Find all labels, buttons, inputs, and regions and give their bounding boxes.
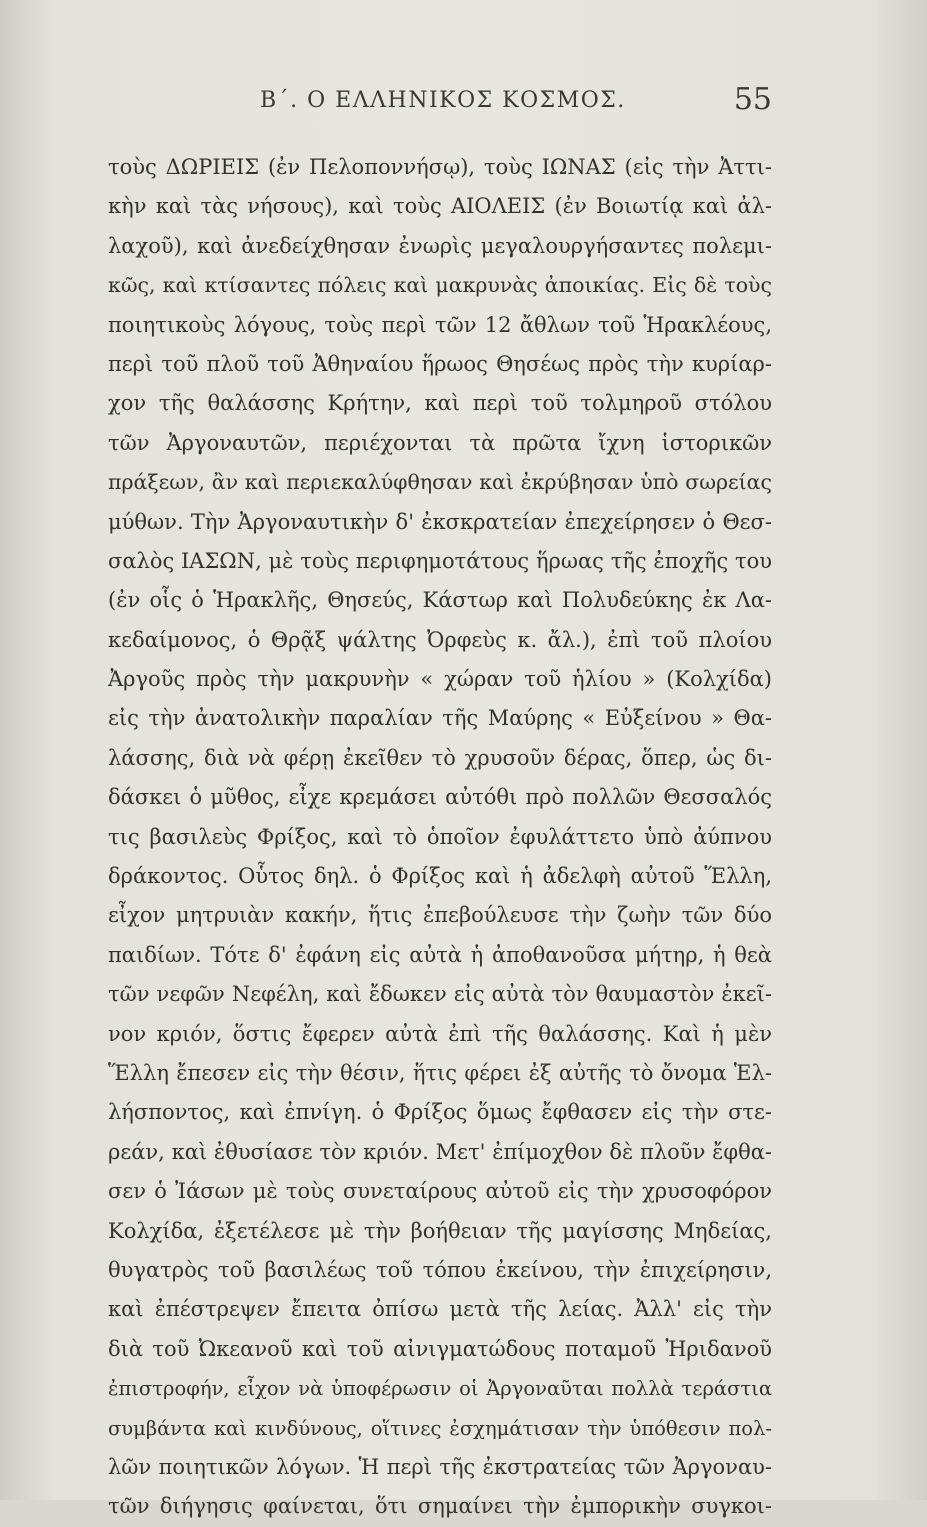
text-line: νον κριόν, ὅστις ἔφερεν αὐτὰ ἐπὶ τῆς θαλάσσης. Καὶ ἡ μὲν [108,1021,772,1046]
text-line: σαλὸς ΙΑΣΩΝ, μὲ τοὺς περιφημοτάτους ἥρωας τῆς ἐποχῆς του [108,548,772,573]
text-line: Ἕλλη ἔπεσεν εἰς τὴν θέσιν, ἥτις φέρει ἐξ αὐτῆς τὸ ὄνομα Ἑλ- [108,1060,772,1085]
text-line: ἐπιστροφήν, εἶχον νὰ ὑποφέρωσιν οἱ Ἀργοναῦται πολλὰ τεράστια [108,1377,772,1401]
text-line: κῶς, καὶ κτίσαντες πόλεις καὶ μακρυνὰς ἀποικίας. Εἰς δὲ τοὺς [108,273,772,298]
text-line: εἶχον μητρυιὰν κακήν, ἥτις ἐπεβούλευσε τὴν ζωὴν τῶν δύο [108,903,772,928]
text-line: λάσσης, διὰ νὰ φέρῃ ἐκεῖθεν τὸ χρυσοῦν δέρας, ὅπερ, ὡς δι- [108,745,772,770]
text-line: τοὺς ΔΩΡΙΕΙΣ (ἐν Πελοποννήσῳ), τοὺς ΙΩΝΑΣ (εἰς τὴν Ἀττι- [108,155,772,179]
text-line: τις βασιλεὺς Φρίξος, καὶ τὸ ὁποῖον ἐφυλάττετο ὑπὸ ἀύπνου [108,824,772,849]
text-line: διὰ τοῦ Ὠκεανοῦ καὶ τοῦ αἰνιγματώδους ποταμοῦ Ἠριδανοῦ [108,1336,772,1361]
text-line: λαχοῦ), καὶ ἀνεδείχθησαν ἐνωρὶς μεγαλουργήσαντες πολεμι- [108,233,772,258]
text-line: κεδαίμονος, ὁ Θρᾷξ ψάλτης Ὀρφεὺς κ. ἄλ.), ἐπὶ τοῦ πλοίου [108,627,772,652]
text-line: δάσκει ὁ μῦθος, εἶχε κρεμάσει αὐτόθι πρὸ πολλῶν Θεσσαλός [108,785,772,810]
text-line: ρεάν, καὶ ἐθυσίασε τὸν κριόν. Μετ' ἐπίμοχθον δὲ πλοῦν ἔφθα- [108,1139,772,1164]
text-line: σεν ὁ Ἰάσων μὲ τοὺς συνεταίρους αὐτοῦ εἰς τὴν χρυσοφόρον [108,1179,772,1204]
text-line: τῶν διήγησις φαίνεται, ὅτι σημαίνει τὴν ἐμπορικὴν συγκοι- [108,1494,772,1519]
text-line: θυγατρὸς τοῦ βασιλέως τοῦ τόπου ἐκείνου, τὴν ἐπιχείρησιν, [108,1257,772,1282]
running-head: Β΄. Ο ΕΛΛΗΝΙΚΟΣ ΚΟΣΜΟΣ. [260,88,626,113]
body-text [108,148,772,1527]
text-line: (ἐν οἷς ὁ Ἡρακλῆς, Θησεύς, Κάστωρ καὶ Πολυδεύκης ἐκ Λα- [108,588,772,613]
text-line: τῶν νεφῶν Νεφέλη, καὶ ἔδωκεν εἰς αὐτὰ τὸν θαυμαστὸν ἐκεῖ- [108,982,772,1007]
text-line: χον τῆς θαλάσσης Κρήτην, καὶ περὶ τοῦ τολμηροῦ στόλου [108,391,772,416]
text-line: μύθων. Τὴν Ἀργοναυτικὴν δ' ἐκσκρατείαν ἐπεχείρησεν ὁ Θεσ- [108,509,772,534]
text-line: δράκοντος. Οὗτος δηλ. ὁ Φρίξος καὶ ἡ ἀδελφὴ αὐτοῦ Ἕλλη, [108,864,772,889]
text-line: παιδίων. Τότε δ' ἐφάνη εἰς αὐτὰ ἡ ἀποθανοῦσα μήτηρ, ἡ θεὰ [108,942,772,967]
text-line: συμβάντα καὶ κινδύνους, οἵτινες ἐσχημάτισαν τὴν ὑπόθεσιν πολ- [108,1416,772,1440]
text-line: λῶν ποιητικῶν λόγων. Ἡ περὶ τῆς ἐκστρατείας τῶν Ἀργοναυ- [108,1454,772,1479]
text-line: κὴν καὶ τὰς νήσους), καὶ τοὺς ΑΙΟΛΕΙΣ (ἐν Βοιωτίᾳ καὶ ἀλ- [108,194,772,219]
text-line: πράξεων, ἂν καὶ περιεκαλύφθησαν καὶ ἐκρύβησαν ὑπὸ σωρείας [108,470,772,495]
text-line: Ἀργοῦς πρὸς τὴν μακρυνὴν « χώραν τοῦ ἡλίου » (Κολχίδα) [108,667,772,692]
page-header [110,82,772,120]
text-line: λήσποντος, καὶ ἐπνίγη. ὁ Φρίξος ὅμως ἔφθασεν εἰς τὴν στε- [108,1100,772,1125]
page-number: 55 [733,82,772,117]
text-line: καὶ ἐπέστρεψεν ἔπειτα ὀπίσω μετὰ τῆς λείας. Ἀλλ' εἰς τὴν [108,1297,772,1322]
text-line: τῶν Ἀργοναυτῶν, περιέχονται τὰ πρῶτα ἴχνη ἱστορικῶν [108,430,772,455]
text-line: περὶ τοῦ πλοῦ τοῦ Ἀθηναίου ἥρωος Θησέως πρὸς τὴν κυρίαρ- [108,351,772,376]
text-line: εἰς τὴν ἀνατολικὴν παραλίαν τῆς Μαύρης « Εὐξείνου » Θα- [108,706,772,731]
text-line: ποιητικοὺς λόγους, τοὺς περὶ τῶν 12 ἄθλων τοῦ Ἡρακλέους, [108,312,772,337]
text-line: Κολχίδα, ἐξετέλεσε μὲ τὴν βοήθειαν τῆς μαγίσσης Μηδείας, [108,1218,772,1243]
